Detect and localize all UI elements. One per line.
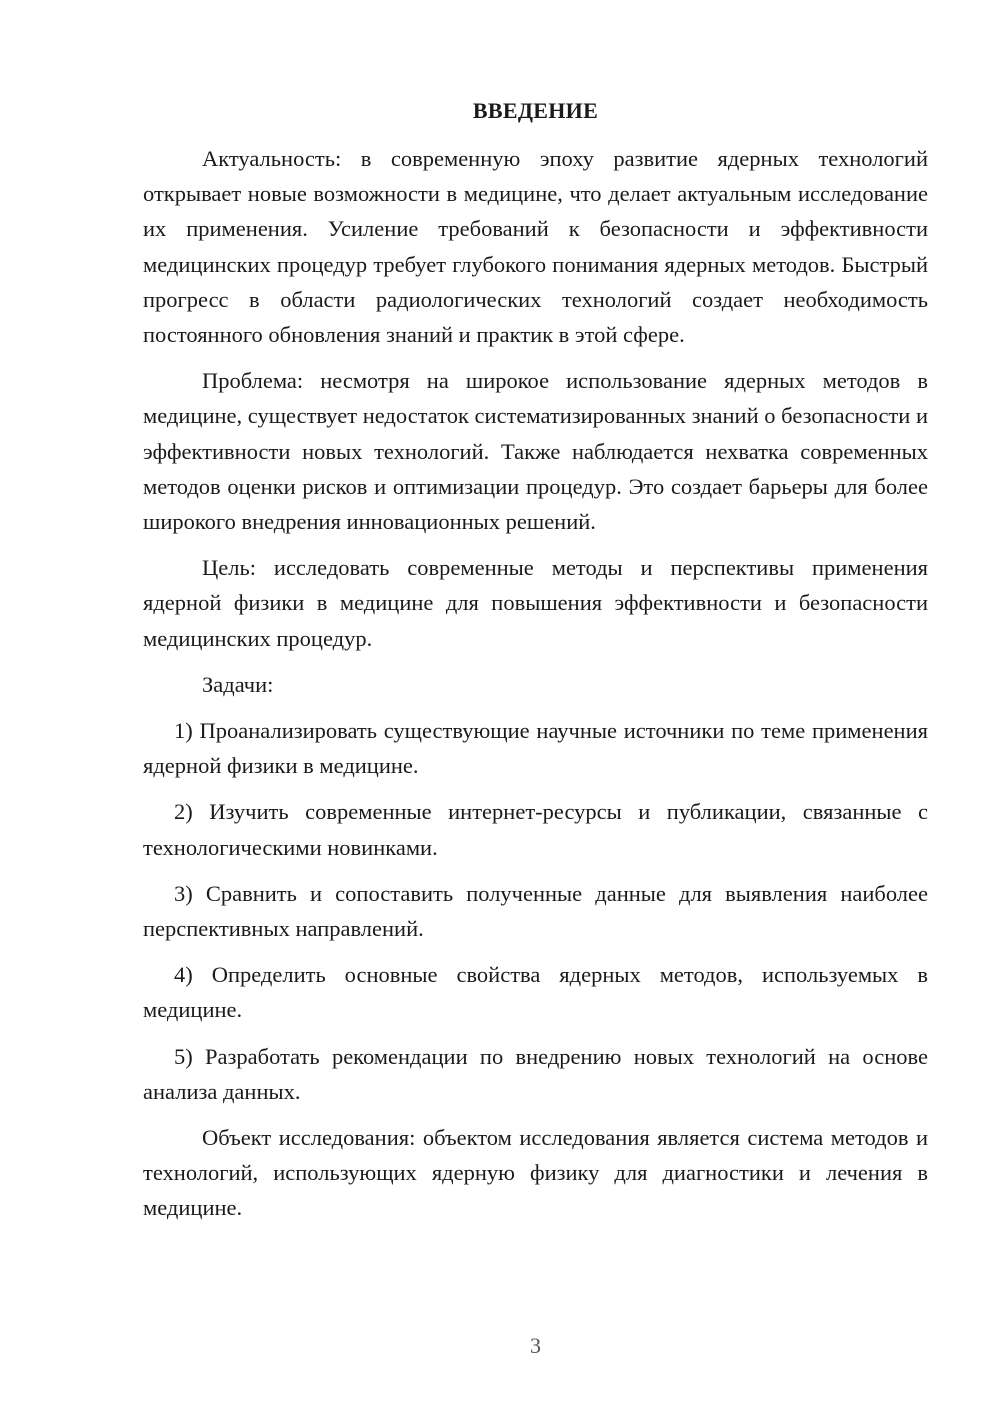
document-page: [143, 0, 928, 1414]
task-item: 1) Проанализировать существующие научные источники по теме применения ядерной физики в медицине.: [143, 718, 928, 779]
section-heading: ВВЕДЕНИЕ: [472, 98, 599, 123]
task-item: 4) Определить основные свойства ядерных методов, используемых в медицине.: [143, 962, 928, 1023]
page-number: 3: [530, 1333, 541, 1358]
tasks-label: Задачи:: [202, 671, 274, 697]
paragraph-relevance: Актуальность: в современную эпоху развитие ядерных технологий открывает новые возможности в медицине, что делает актуальным исследование их применения. Усиление требований к безопасности и эффективности медицинских процедур требует глубокого понимания ядерных методов. Быстрый прогресс в области радиологических технологий создает необходимость постоянного обновления знаний и практик в этой сфере.: [143, 146, 928, 348]
paragraph-problem: Проблема: несмотря на широкое использование ядерных методов в медицине, существует недостаток систематизированных знаний о безопасности и эффективности новых технологий. Также наблюдается нехватка современных методов оценки рисков и оптимизации процедур. Это создает барьеры для более широкого внедрения инновационных решений.: [143, 368, 928, 535]
body-text: [143, 141, 928, 1237]
paragraph-goal: Цель: исследовать современные методы и перспективы применения ядерной физики в медицине для повышения эффективности и безопасности медицинских процедур.: [143, 555, 928, 651]
task-item: 5) Разработать рекомендации по внедрению новых технологий на основе анализа данных.: [143, 1043, 928, 1104]
task-item: 2) Изучить современные интернет-ресурсы и публикации, связанные с технологическими новинками.: [143, 799, 928, 860]
task-item: 3) Сравнить и сопоставить полученные данные для выявления наиболее перспективных направлений.: [143, 880, 928, 942]
paragraph-object: Объект исследования: объектом исследования является система методов и технологий, использующих ядерную физику для диагностики и лечения в медицине.: [143, 1125, 928, 1221]
